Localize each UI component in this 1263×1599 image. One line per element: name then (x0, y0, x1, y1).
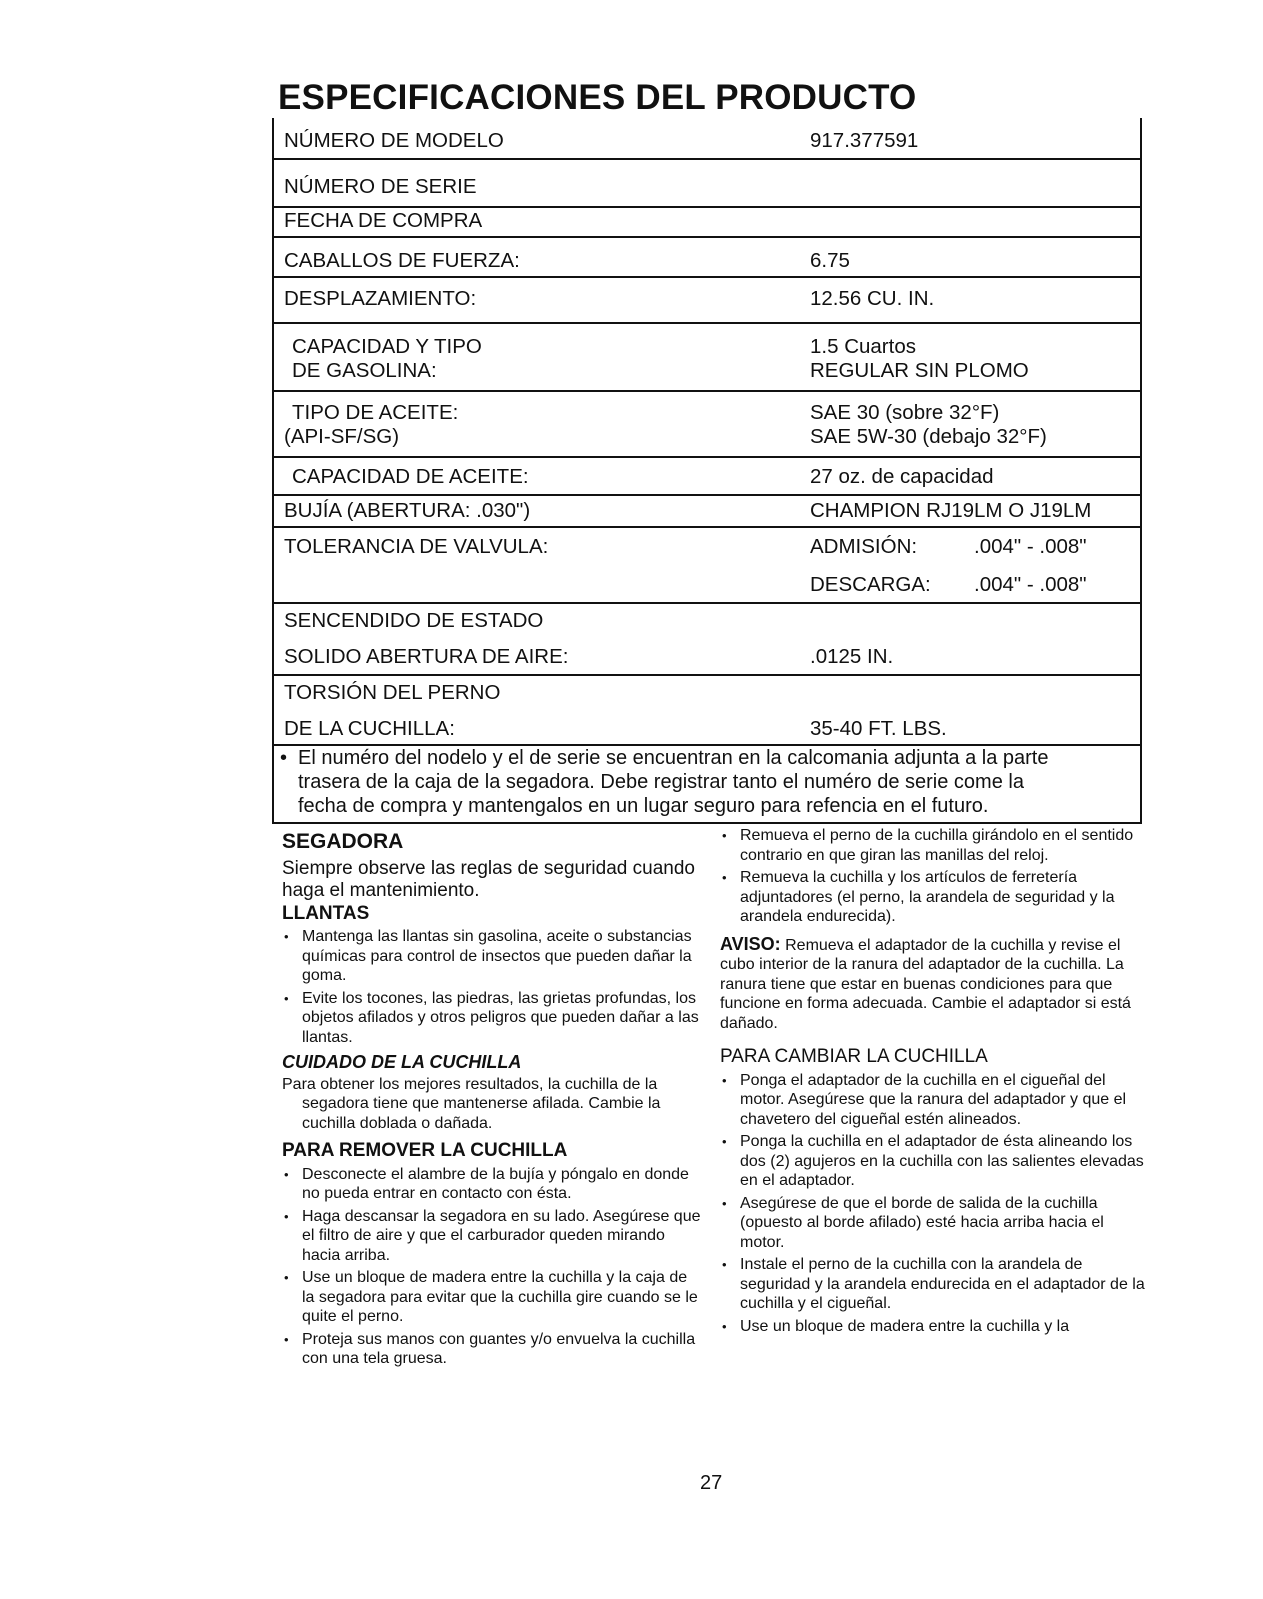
spec-row-oil-type (274, 394, 1140, 458)
list-item: • Use un bloque de madera entre la cuchilla y la (720, 1317, 1150, 1337)
right-column (720, 826, 1150, 1342)
warning-note (720, 935, 1150, 1034)
spec-label: CABALLOS DE FUERZA: (284, 249, 520, 272)
spec-value: 35-40 FT. LBS. (810, 717, 947, 740)
spec-value: CHAMPION RJ19LM O J19LM (810, 499, 1092, 522)
list-item: • Evite los tocones, las piedras, las grietas profundas, los objetos afilados y otros peligros que pueden dañar a las llantas. (282, 989, 702, 1048)
list-item: • Desconecte el alambre de la bujía y póngalo en donde no pueda entrar en contacto con ésta. (282, 1165, 702, 1204)
spec-row-horsepower (274, 246, 1140, 278)
spec-label: TORSIÓN DEL PERNO (284, 681, 501, 704)
list-item: • Mantenga las llantas sin gasolina, aceite o substancias químicas para control de insectos que pueden dañar la goma. (282, 927, 702, 986)
spec-label: CAPACIDAD DE ACEITE: (292, 465, 529, 488)
section-heading-change-blade: PARA CAMBIAR LA CUCHILLA (720, 1046, 988, 1067)
spec-label: FECHA DE COMPRA (284, 209, 483, 232)
spec-label: DE LA CUCHILLA: (284, 717, 455, 740)
spec-label: SENCENDIDO DE ESTADO (284, 609, 544, 632)
spec-value: .0125 IN. (810, 645, 894, 668)
section-heading-remove-blade: PARA REMOVER LA CUCHILLA (282, 1140, 568, 1161)
note-line: fecha de compra y mantengalos en un lugar seguro para refencia en el futuro. (298, 795, 989, 817)
safety-intro: Siempre observe las reglas de seguridad cuando haga el mantenimiento. (282, 857, 695, 901)
spec-label: (API-SF/SG) (284, 425, 400, 448)
page-number: 27 (700, 1472, 723, 1494)
serial-note (274, 746, 1140, 824)
note-line: trasera de la caja de la segadora. Debe registrar tanto el numéro de serie come la (298, 771, 1024, 793)
spec-row-model (274, 128, 1140, 160)
spec-row-ignition (274, 606, 1140, 676)
spec-value: 12.56 CU. IN. (810, 287, 935, 310)
spec-value: DESCARGA: (810, 573, 931, 596)
list-item: • Instale el perno de la cuchilla con la arandela de seguridad y la arandela endurecida en el adaptador de la cuchilla y el cigueñal. (720, 1255, 1150, 1314)
spec-row-purchase-date (274, 210, 1140, 238)
spec-row-serial (274, 172, 1140, 208)
spec-value: 6.75 (810, 249, 850, 272)
left-column (282, 828, 702, 1375)
spec-value: .004" - .008" (974, 535, 1087, 558)
list-item: • Ponga la cuchilla en el adaptador de ésta alineando los dos (2) agujeros en la cuchilla con las salientes elevadas en el adaptador. (720, 1132, 1150, 1191)
blade-care-text: Para obtener los mejores resultados, la cuchilla de la segadora tiene que mantenerse afilada. Cambie la cuchilla doblada o dañada. (282, 1075, 661, 1132)
spec-value: SAE 30 (sobre 32°F) (810, 401, 1000, 424)
spec-label: CAPACIDAD Y TIPO (292, 335, 482, 358)
spec-value: 917.377591 (810, 129, 919, 152)
remove-blade-list (282, 1165, 702, 1369)
section-heading-tires: LLANTAS (282, 902, 370, 924)
spec-value: .004" - .008" (974, 573, 1087, 596)
section-heading-mower: SEGADORA (282, 830, 404, 853)
spec-value: SAE 5W-30 (debajo 32°F) (810, 425, 1047, 448)
list-item: • Haga descansar la segadora en su lado. Asegúrese que el filtro de aire y que el carburador queden mirando hacia arriba. (282, 1207, 702, 1266)
spec-row-valve (274, 532, 1140, 604)
remove-blade-list-cont (720, 826, 1150, 927)
spec-row-torque (274, 678, 1140, 746)
spec-label: NÚMERO DE SERIE (284, 175, 477, 198)
spec-label: DE GASOLINA: (292, 359, 437, 382)
list-item: • Ponga el adaptador de la cuchilla en el cigueñal del motor. Asegúrese que la ranura del adaptador y que el chavetero del cigueñal estén alineados. (720, 1071, 1150, 1130)
list-item: • Remueva el perno de la cuchilla girándolo en el sentido contrario en que giran las manillas del reloj. (720, 826, 1150, 865)
warning-text: Remueva el adaptador de la cuchilla y revise el cubo interior de la ranura del adaptador de la cuchilla. La ranura tiene que estar en buenas condiciones para que funcione en forma adecuada. Cambie el adaptador si está dañado. (720, 936, 1131, 1032)
section-heading-blade-care: CUIDADO DE LA CUCHILLA (282, 1052, 522, 1072)
change-blade-list (720, 1071, 1150, 1337)
page-title: ESPECIFICACIONES DEL PRODUCTO (278, 78, 917, 117)
spec-label: DESPLAZAMIENTO: (284, 287, 477, 310)
spec-row-displacement (274, 282, 1140, 324)
spec-value: REGULAR SIN PLOMO (810, 359, 1029, 382)
note-line: El numéro del nodelo y el de serie se encuentran en la calcomania adjunta a la parte (298, 747, 1049, 769)
spec-row-oil-capacity (274, 460, 1140, 496)
spec-value: ADMISIÓN: (810, 535, 918, 558)
spec-label: SOLIDO ABERTURA DE AIRE: (284, 645, 569, 668)
spec-table (272, 118, 1142, 824)
tires-list (282, 927, 702, 1047)
list-item: • Use un bloque de madera entre la cuchilla y la caja de la segadora para evitar que la cuchilla gire cuando se le quite el perno. (282, 1268, 702, 1327)
spec-label: TOLERANCIA DE VALVULA: (284, 535, 549, 558)
list-item: • Remueva la cuchilla y los artículos de ferretería adjuntadores (el perno, la arandela de seguridad y la arandela endurecida). (720, 868, 1150, 927)
spec-row-spark-plug (274, 496, 1140, 528)
spec-value: 27 oz. de capacidad (810, 465, 994, 488)
spec-row-fuel (274, 328, 1140, 392)
list-item: • Proteja sus manos con guantes y/o envuelva la cuchilla con una tela gruesa. (282, 1330, 702, 1369)
list-item: • Asegúrese de que el borde de salida de la cuchilla (opuesto al borde afilado) esté hacia arriba hacia el motor. (720, 1194, 1150, 1253)
spec-label: NÚMERO DE MODELO (284, 129, 504, 152)
spec-label: BUJÍA (ABERTURA: .030") (284, 499, 531, 522)
warning-label: AVISO: (720, 933, 781, 954)
bullet-icon: • (280, 747, 288, 769)
spec-label: TIPO DE ACEITE: (292, 401, 459, 424)
spec-value: 1.5 Cuartos (810, 335, 916, 358)
